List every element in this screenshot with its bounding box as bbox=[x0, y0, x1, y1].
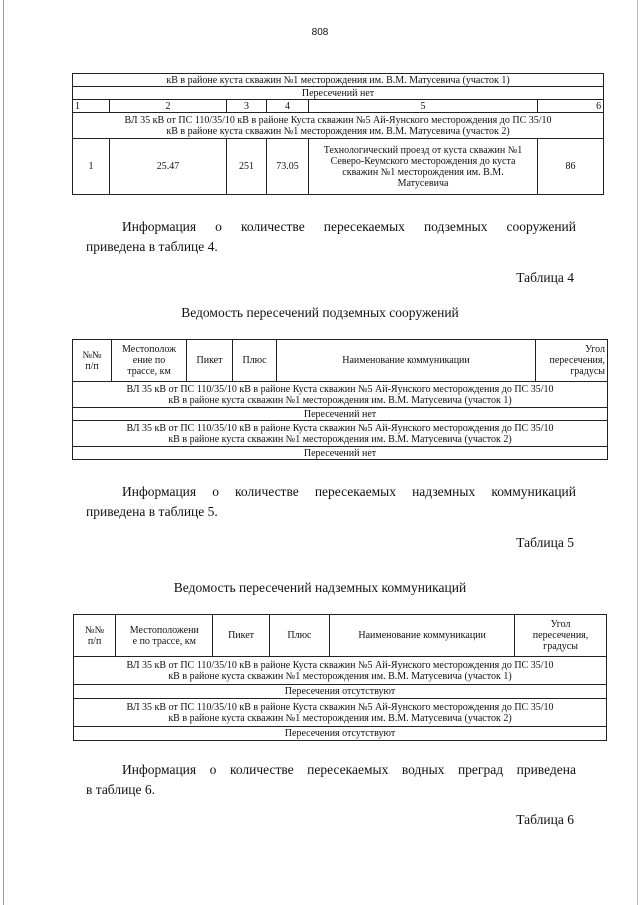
scan-edge-left bbox=[3, 0, 4, 905]
section-line-1: ВЛ 35 кВ от ПС 110/35/10 кВ в районе Куста скважин №5 Ай-Яунского месторождения до ПС 35/10 bbox=[126, 422, 554, 434]
header-plus: Плюс bbox=[269, 615, 330, 657]
table-5-title: Ведомость пересечений надземных коммуникаций bbox=[173, 580, 467, 595]
section-line-2: кВ в районе куста скважин №1 месторождения им. В.М. Матусевича (участок 1) bbox=[168, 394, 512, 406]
row-name-line: скважин №1 месторождения им. В.М. bbox=[342, 166, 504, 178]
col-number-5: 5 bbox=[309, 100, 538, 113]
header-line: градусы bbox=[543, 641, 578, 652]
table-4 bbox=[72, 339, 608, 460]
section-header bbox=[73, 382, 608, 408]
status-row: Пересечения отсутствуют bbox=[74, 685, 607, 699]
status-row: Пересечений нет bbox=[73, 447, 608, 460]
header-line: №№ bbox=[85, 624, 105, 636]
header-line: Угол bbox=[585, 344, 605, 355]
paragraph-table-6 bbox=[86, 760, 576, 800]
row-name-line: Матусевича bbox=[397, 177, 449, 189]
paragraph-line: приведена в таблице 4. bbox=[86, 239, 218, 254]
header-line: пересечения, bbox=[532, 630, 589, 641]
paragraph-table-5 bbox=[86, 482, 576, 522]
table-4-title: Ведомость пересечений подземных сооружений bbox=[181, 305, 459, 320]
table-3-continuation bbox=[72, 73, 604, 195]
row-number: 1 bbox=[73, 139, 110, 195]
section-line-1: ВЛ 35 кВ от ПС 110/35/10 кВ в районе Куста скважин №5 Ай-Яунского месторождения до ПС 35/10 bbox=[126, 659, 554, 671]
header-piket: Пикет bbox=[213, 615, 269, 657]
section-header bbox=[73, 421, 608, 447]
paragraph-line: Информация о количестве пересекаемых надземных коммуникаций bbox=[122, 484, 576, 499]
header-location bbox=[112, 340, 187, 382]
header-piket: Пикет bbox=[187, 340, 233, 382]
header-line: е по трассе, км bbox=[132, 635, 196, 647]
paragraph-table-4 bbox=[86, 217, 576, 257]
header-line: Местополож bbox=[122, 344, 176, 355]
header-plus: Плюс bbox=[233, 340, 277, 382]
col-number-3: 3 bbox=[227, 100, 267, 113]
table-6-label: Таблица 6 bbox=[516, 812, 574, 827]
section-header bbox=[74, 657, 607, 685]
section-line-2: кВ в районе куста скважин №1 месторождения им. В.М. Матусевича (участок 2) bbox=[166, 125, 510, 137]
section-line-1: ВЛ 35 кВ от ПС 110/35/10 кВ в районе Куста скважин №5 Ай-Яунского месторождения до ПС 35/10 bbox=[126, 701, 554, 713]
header-line: п/п bbox=[87, 635, 102, 647]
status-row: Пересечения отсутствуют bbox=[74, 727, 607, 741]
header-name: Наименование коммуникации bbox=[330, 615, 515, 657]
header-line: градусы bbox=[570, 366, 605, 377]
section-line-2: кВ в районе куста скважин №1 месторождения им. В.М. Матусевича (участок 1) bbox=[168, 670, 512, 682]
paragraph-line: в таблице 6. bbox=[86, 782, 156, 797]
header-line: Угол bbox=[550, 619, 571, 630]
col-number-2: 2 bbox=[110, 100, 227, 113]
header-line: пересечения, bbox=[549, 355, 605, 366]
status-row: Пересечений нет bbox=[73, 408, 608, 421]
section-line-1: ВЛ 35 кВ от ПС 110/35/10 кВ в районе Куста скважин №5 Ай-Яунского месторождения до ПС 35/10 bbox=[124, 114, 552, 126]
header-line: №№ bbox=[82, 349, 102, 361]
table-5-label: Таблица 5 bbox=[516, 535, 574, 550]
row-name-line: Северо-Кеумского месторождения до куста bbox=[330, 155, 516, 167]
header-name: Наименование коммуникации bbox=[277, 340, 536, 382]
section-line-2: кВ в районе куста скважин №1 месторождения им. В.М. Матусевича (участок 2) bbox=[168, 712, 512, 724]
col-number-4: 4 bbox=[267, 100, 309, 113]
header-line: Местоположени bbox=[129, 624, 199, 636]
row-name bbox=[309, 139, 538, 195]
header-location bbox=[116, 615, 213, 657]
row-name-line: Технологический проезд от куста скважин №1 bbox=[323, 144, 523, 156]
section-line-2: кВ в районе куста скважин №1 месторождения им. В.М. Матусевича (участок 2) bbox=[168, 433, 512, 445]
row-location: 25.47 bbox=[110, 139, 227, 195]
row-plus: 73.05 bbox=[267, 139, 309, 195]
header-line: п/п bbox=[85, 360, 99, 372]
table-4-label: Таблица 4 bbox=[516, 270, 574, 285]
header-angle bbox=[515, 615, 607, 657]
paragraph-line: Информация о количестве пересекаемых подземных сооружений bbox=[122, 219, 576, 234]
page-number: 808 bbox=[311, 27, 329, 38]
row-piket: 251 bbox=[227, 139, 267, 195]
header-num bbox=[74, 615, 116, 657]
row-angle: 86 bbox=[538, 139, 604, 195]
col-number-6: 6 bbox=[538, 100, 604, 113]
table-5 bbox=[73, 614, 607, 741]
section-line-1: ВЛ 35 кВ от ПС 110/35/10 кВ в районе Куста скважин №5 Ай-Яунского месторождения до ПС 35/10 bbox=[126, 383, 554, 395]
paragraph-line: приведена в таблице 5. bbox=[86, 504, 218, 519]
section-caption: кВ в районе куста скважин №1 месторождения им. В.М. Матусевича (участок 1) bbox=[73, 74, 604, 87]
header-angle bbox=[536, 340, 608, 382]
status-row: Пересечений нет bbox=[73, 87, 604, 100]
section-header bbox=[74, 699, 607, 727]
section-header bbox=[73, 113, 604, 139]
header-line: трассе, км bbox=[127, 366, 171, 377]
header-num bbox=[73, 340, 112, 382]
paragraph-line: Информация о количестве пересекаемых водных преград приведена bbox=[122, 762, 576, 777]
header-line: ение по bbox=[132, 355, 166, 366]
scan-edge-right bbox=[637, 0, 638, 905]
col-number-1: 1 bbox=[73, 100, 110, 113]
